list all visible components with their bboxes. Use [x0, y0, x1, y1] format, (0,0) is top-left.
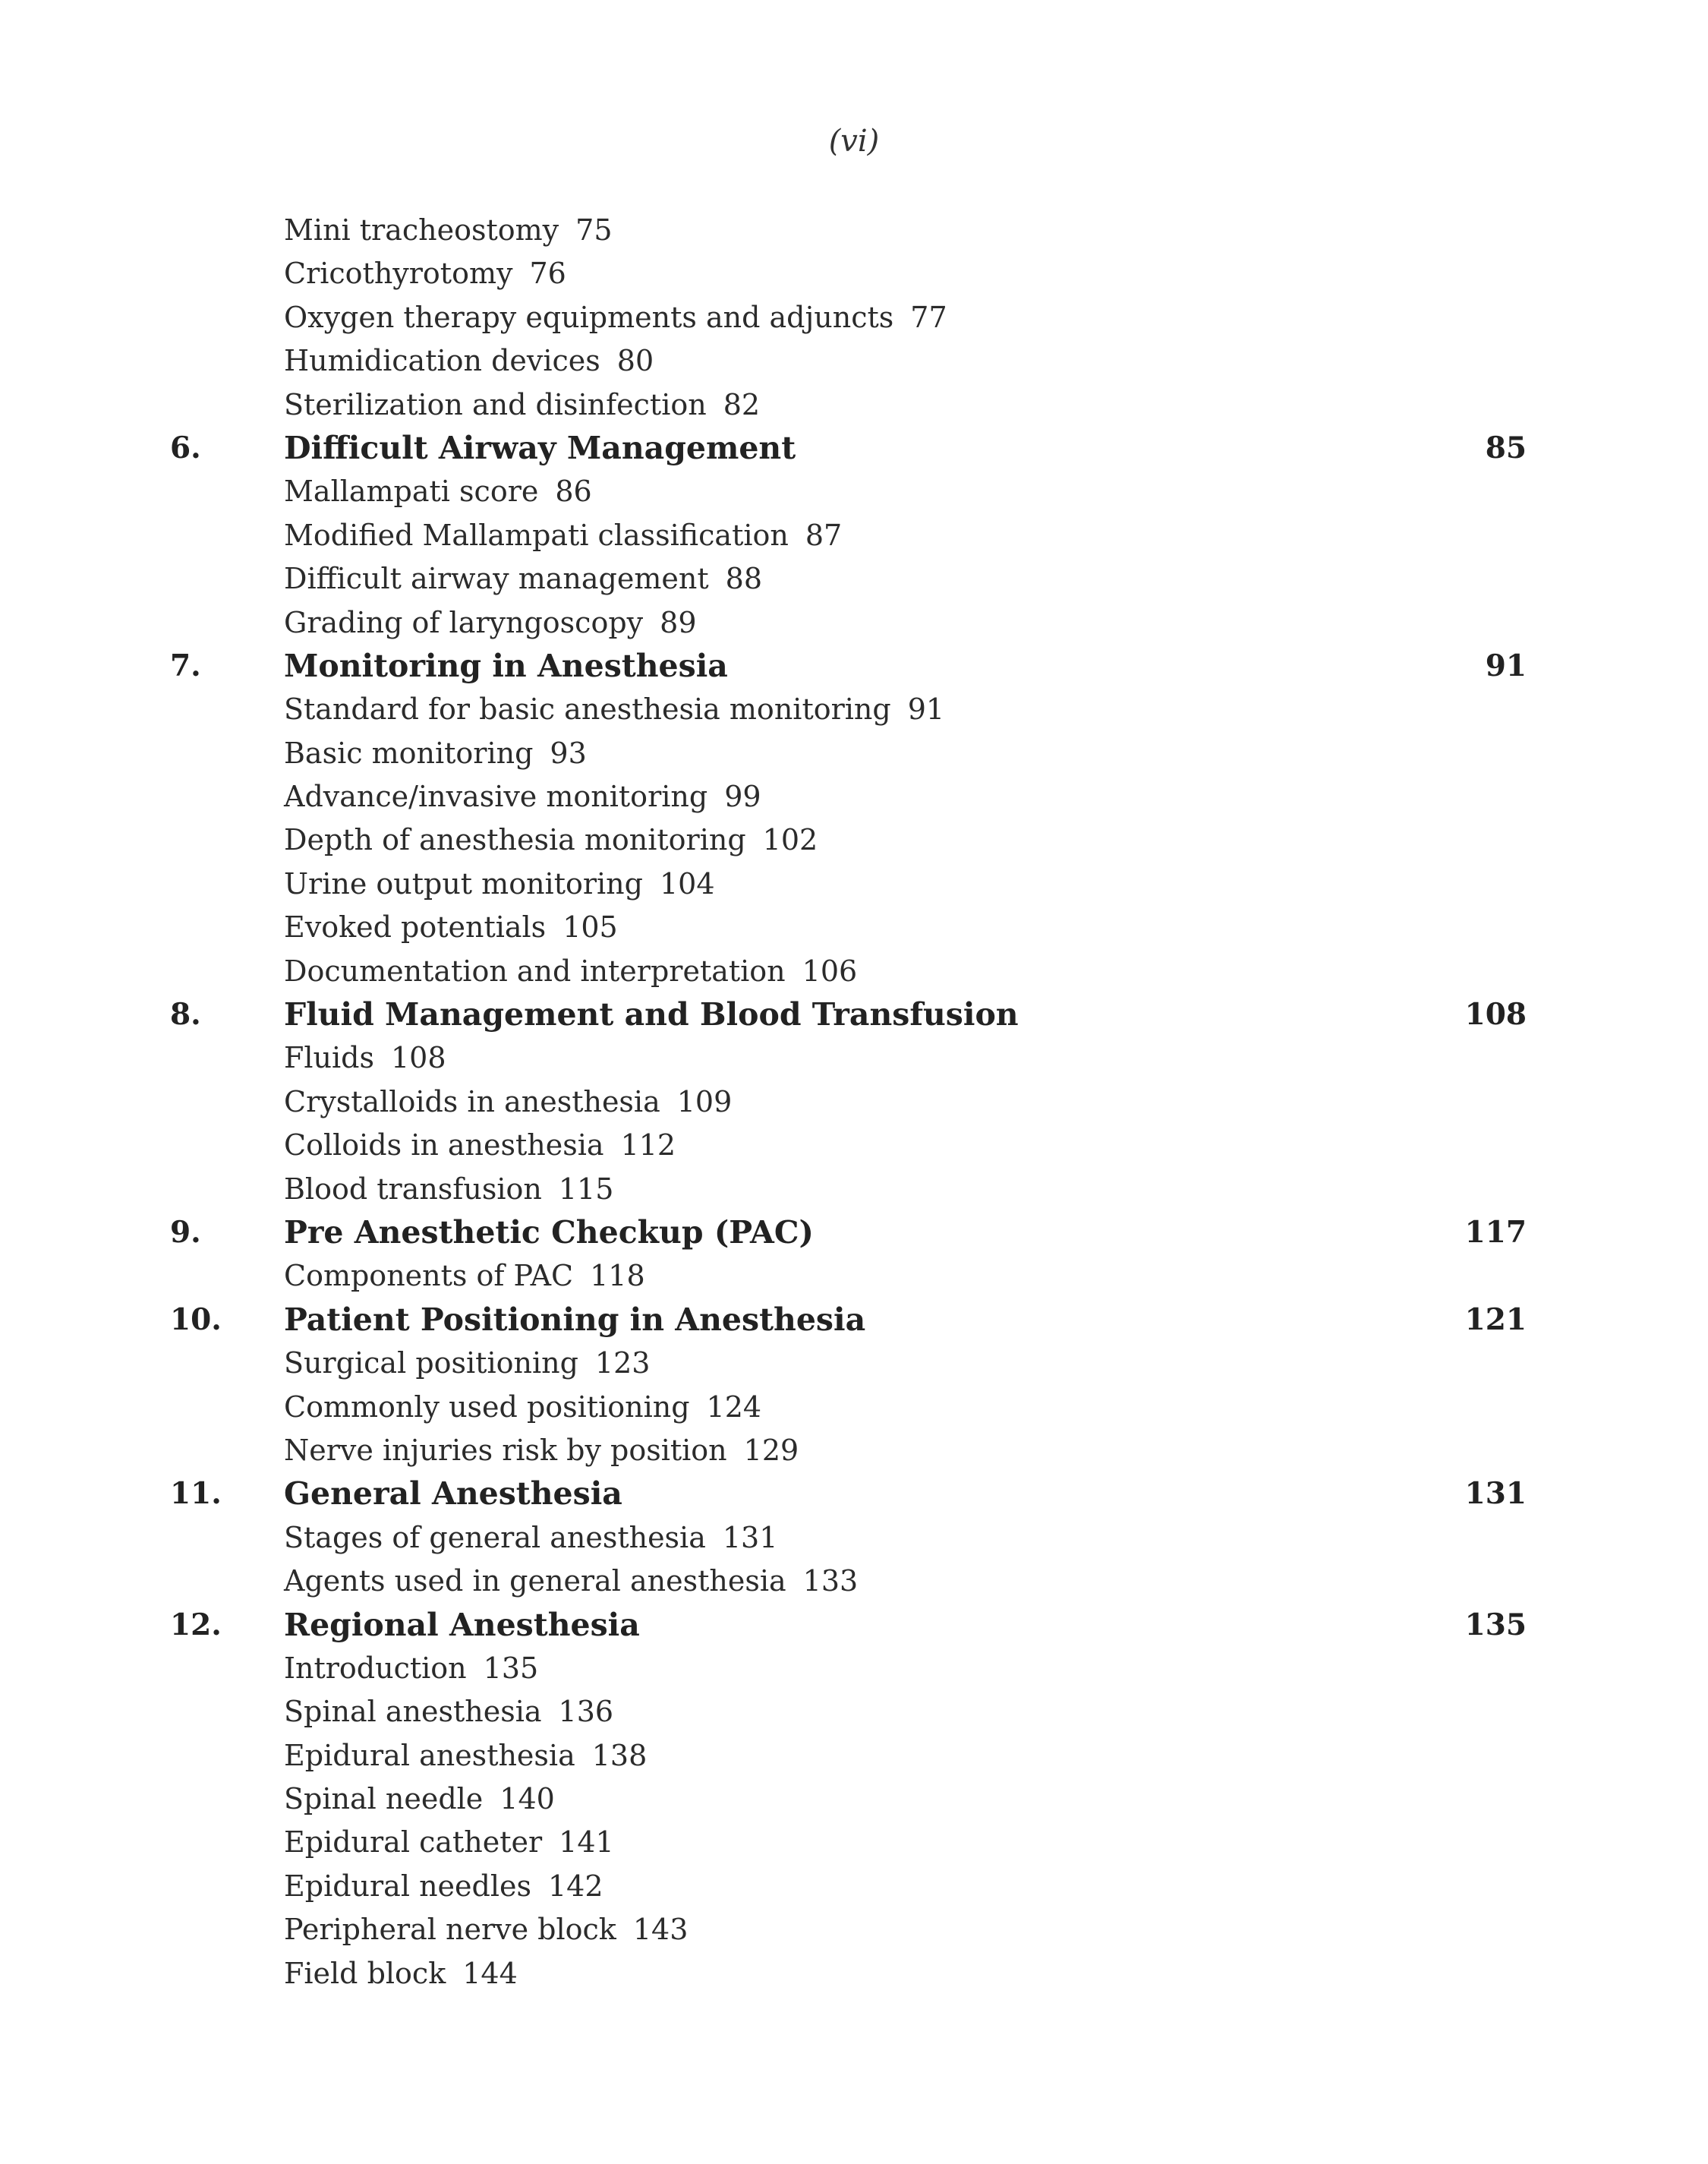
toc-entry-row — [0, 1865, 1708, 1908]
entry-title: Surgical positioning — [284, 1346, 578, 1380]
entry-page-number: 75 — [575, 213, 613, 247]
toc-entry-row — [0, 863, 1708, 906]
entry-title: Peripheral nerve block — [284, 1913, 616, 1947]
chapter-page-number: 121 — [1464, 1301, 1527, 1337]
entry-page-number: 143 — [632, 1913, 689, 1947]
chapter-title: Regional Anesthesia — [284, 1606, 640, 1643]
entry-page-number: 80 — [616, 344, 654, 378]
entry-page-number: 99 — [724, 780, 761, 814]
chapter-number: 12. — [170, 1607, 222, 1642]
toc-entry — [284, 209, 613, 252]
toc-entry-row — [0, 906, 1708, 949]
chapter-number: 9. — [170, 1214, 201, 1250]
toc-entry-row — [0, 1908, 1708, 1951]
toc-entry — [284, 732, 587, 775]
toc-entry-row — [0, 732, 1708, 775]
toc-entry — [284, 1386, 761, 1429]
entry-title: Urine output monitoring — [284, 866, 643, 901]
chapter-page-number: 85 — [1485, 430, 1527, 465]
toc-entry — [284, 296, 947, 339]
toc-entry — [284, 1560, 858, 1603]
entry-page-number: 108 — [390, 1041, 446, 1075]
entry-page-number: 135 — [483, 1651, 539, 1685]
toc-entry — [284, 950, 857, 993]
toc-entry — [284, 1952, 518, 1995]
toc-entry-row — [0, 1386, 1708, 1429]
toc-entry-row — [0, 1734, 1708, 1778]
entry-page-number: 131 — [722, 1520, 778, 1554]
entry-title: Cricothyrotomy — [284, 257, 513, 291]
entry-page-number: 141 — [559, 1825, 614, 1860]
toc-entry — [284, 1647, 538, 1690]
entry-page-number: 124 — [706, 1390, 762, 1424]
toc-entry — [284, 1342, 650, 1385]
toc-entry-row — [0, 1516, 1708, 1560]
entry-title: Spinal anesthesia — [284, 1695, 542, 1729]
entry-title: Oxygen therapy equipments and adjuncts — [284, 300, 894, 334]
entry-page-number: 123 — [594, 1346, 651, 1380]
entry-page-number: 115 — [558, 1172, 614, 1206]
toc-entry-row — [0, 1168, 1708, 1211]
toc-entry-row — [0, 601, 1708, 645]
toc-entry — [284, 514, 842, 557]
toc-chapter-row — [0, 1604, 1708, 1647]
entry-title: Crystalloids in anesthesia — [284, 1084, 660, 1118]
toc-entry — [284, 1690, 613, 1733]
toc-entry-row — [0, 688, 1708, 731]
entry-page-number: 93 — [550, 736, 587, 770]
entry-page-number: 109 — [676, 1084, 733, 1118]
chapter-page-number: 108 — [1464, 997, 1527, 1033]
entry-page-number: 144 — [462, 1956, 518, 1990]
toc-entry-row — [0, 1690, 1708, 1733]
chapter-title: Fluid Management and Blood Transfusion — [284, 996, 1019, 1033]
entry-title: Standard for basic anesthesia monitoring — [284, 692, 891, 727]
entry-page-number: 133 — [802, 1564, 859, 1598]
toc-entry — [284, 1429, 799, 1472]
entry-page-number: 105 — [563, 910, 618, 945]
toc-chapter-row — [0, 993, 1708, 1036]
entry-page-number: 142 — [548, 1869, 603, 1903]
chapter-page-number: 117 — [1464, 1214, 1527, 1250]
entry-page-number: 138 — [591, 1738, 648, 1772]
entry-title: Blood transfusion — [284, 1172, 542, 1206]
toc-entry — [284, 1778, 555, 1821]
toc-entry — [284, 1254, 645, 1298]
entry-title: Sterilization and disinfection — [284, 387, 707, 421]
entry-title: Nerve injuries risk by position — [284, 1433, 727, 1467]
entry-page-number: 118 — [590, 1259, 645, 1293]
entry-page-number: 76 — [529, 257, 566, 291]
entry-title: Commonly used positioning — [284, 1390, 690, 1424]
entry-title: Basic monitoring — [284, 736, 534, 770]
entry-title: Depth of anesthesia monitoring — [284, 823, 746, 857]
toc-entry — [284, 906, 618, 949]
chapter-title: General Anesthesia — [284, 1475, 622, 1513]
entry-page-number: 88 — [725, 562, 762, 596]
entry-title: Epidural catheter — [284, 1825, 543, 1860]
toc-entry — [284, 1168, 613, 1211]
toc-entry — [284, 557, 762, 601]
toc-entry-row — [0, 1952, 1708, 1995]
entry-page-number: 136 — [558, 1695, 614, 1729]
toc-entry-row — [0, 252, 1708, 295]
entry-title: Modified Mallampati classification — [284, 518, 789, 552]
toc-entry-row — [0, 1821, 1708, 1864]
table-of-contents — [0, 209, 1708, 1995]
toc-entry — [284, 1865, 603, 1908]
entry-title: Grading of laryngoscopy — [284, 605, 644, 639]
toc-entry — [284, 1080, 732, 1124]
toc-entry — [284, 775, 761, 819]
toc-entry-row — [0, 1560, 1708, 1603]
chapter-title: Pre Anesthetic Checkup (PAC) — [284, 1213, 814, 1251]
entry-title: Fluids — [284, 1041, 374, 1075]
chapter-page-number: 131 — [1464, 1476, 1527, 1512]
toc-entry — [284, 1036, 446, 1080]
entry-title: Field block — [284, 1956, 446, 1990]
toc-chapter-row — [0, 427, 1708, 470]
entry-page-number: 89 — [660, 605, 697, 639]
entry-title: Difficult airway management — [284, 562, 709, 596]
page-number: (vi) — [828, 124, 880, 159]
toc-chapter-row — [0, 645, 1708, 688]
entry-page-number: 140 — [499, 1782, 555, 1816]
entry-page-number: 91 — [907, 692, 945, 727]
entry-title: Epidural anesthesia — [284, 1738, 575, 1772]
toc-entry-row — [0, 819, 1708, 862]
entry-page-number: 129 — [743, 1433, 799, 1467]
toc-entry-row — [0, 1429, 1708, 1472]
toc-entry-row — [0, 470, 1708, 513]
entry-title: Humidication devices — [284, 344, 600, 378]
toc-entry — [284, 383, 760, 427]
toc-entry-row — [0, 1080, 1708, 1124]
chapter-title: Monitoring in Anesthesia — [284, 647, 728, 684]
entry-title: Epidural needles — [284, 1869, 531, 1903]
chapter-number: 10. — [170, 1301, 222, 1337]
toc-entry — [284, 863, 715, 906]
entry-page-number: 102 — [762, 823, 818, 857]
entry-page-number: 77 — [910, 300, 947, 334]
toc-entry — [284, 819, 818, 862]
toc-entry-row — [0, 557, 1708, 601]
toc-entry — [284, 470, 592, 513]
entry-title: Spinal needle — [284, 1782, 484, 1816]
toc-entry-row — [0, 1778, 1708, 1821]
toc-entry-row — [0, 209, 1708, 252]
toc-entry — [284, 339, 654, 383]
toc-entry — [284, 688, 944, 731]
toc-entry-row — [0, 296, 1708, 339]
chapter-title: Patient Positioning in Anesthesia — [284, 1301, 866, 1338]
entry-page-number: 106 — [802, 954, 858, 988]
toc-entry — [284, 1734, 647, 1778]
toc-entry-row — [0, 1254, 1708, 1298]
entry-page-number: 86 — [555, 475, 592, 509]
chapter-page-number: 135 — [1464, 1607, 1527, 1642]
toc-entry-row — [0, 383, 1708, 427]
entry-title: Mini tracheostomy — [284, 213, 559, 247]
chapter-number: 6. — [170, 430, 201, 465]
chapter-number: 7. — [170, 648, 201, 683]
toc-entry-row — [0, 775, 1708, 819]
entry-title: Documentation and interpretation — [284, 954, 786, 988]
entry-page-number: 87 — [805, 518, 843, 552]
toc-chapter-row — [0, 1298, 1708, 1342]
entry-title: Stages of general anesthesia — [284, 1520, 706, 1554]
entry-title: Colloids in anesthesia — [284, 1128, 604, 1162]
toc-entry — [284, 601, 697, 645]
toc-entry-row — [0, 514, 1708, 557]
toc-entry-row — [0, 1036, 1708, 1080]
entry-page-number: 104 — [659, 866, 715, 901]
entry-title: Introduction — [284, 1651, 467, 1685]
entry-title: Evoked potentials — [284, 910, 547, 945]
entry-title: Mallampati score — [284, 475, 539, 509]
toc-entry-row — [0, 1124, 1708, 1167]
toc-entry — [284, 1516, 777, 1560]
toc-entry — [284, 1124, 676, 1167]
toc-chapter-row — [0, 1211, 1708, 1254]
toc-entry — [284, 1908, 688, 1951]
chapter-number: 8. — [170, 997, 201, 1033]
toc-entry-row — [0, 339, 1708, 383]
chapter-title: Difficult Airway Management — [284, 429, 796, 466]
chapter-number: 11. — [170, 1476, 222, 1512]
entry-page-number: 112 — [620, 1128, 676, 1162]
toc-entry — [284, 252, 566, 295]
entry-title: Components of PAC — [284, 1259, 574, 1293]
toc-entry-row — [0, 950, 1708, 993]
toc-entry-row — [0, 1647, 1708, 1690]
chapter-page-number: 91 — [1485, 648, 1527, 683]
toc-chapter-row — [0, 1472, 1708, 1516]
entry-title: Advance/invasive monitoring — [284, 780, 708, 814]
toc-entry — [284, 1821, 614, 1864]
entry-page-number: 82 — [723, 387, 761, 421]
toc-entry-row — [0, 1342, 1708, 1385]
entry-title: Agents used in general anesthesia — [284, 1564, 786, 1598]
